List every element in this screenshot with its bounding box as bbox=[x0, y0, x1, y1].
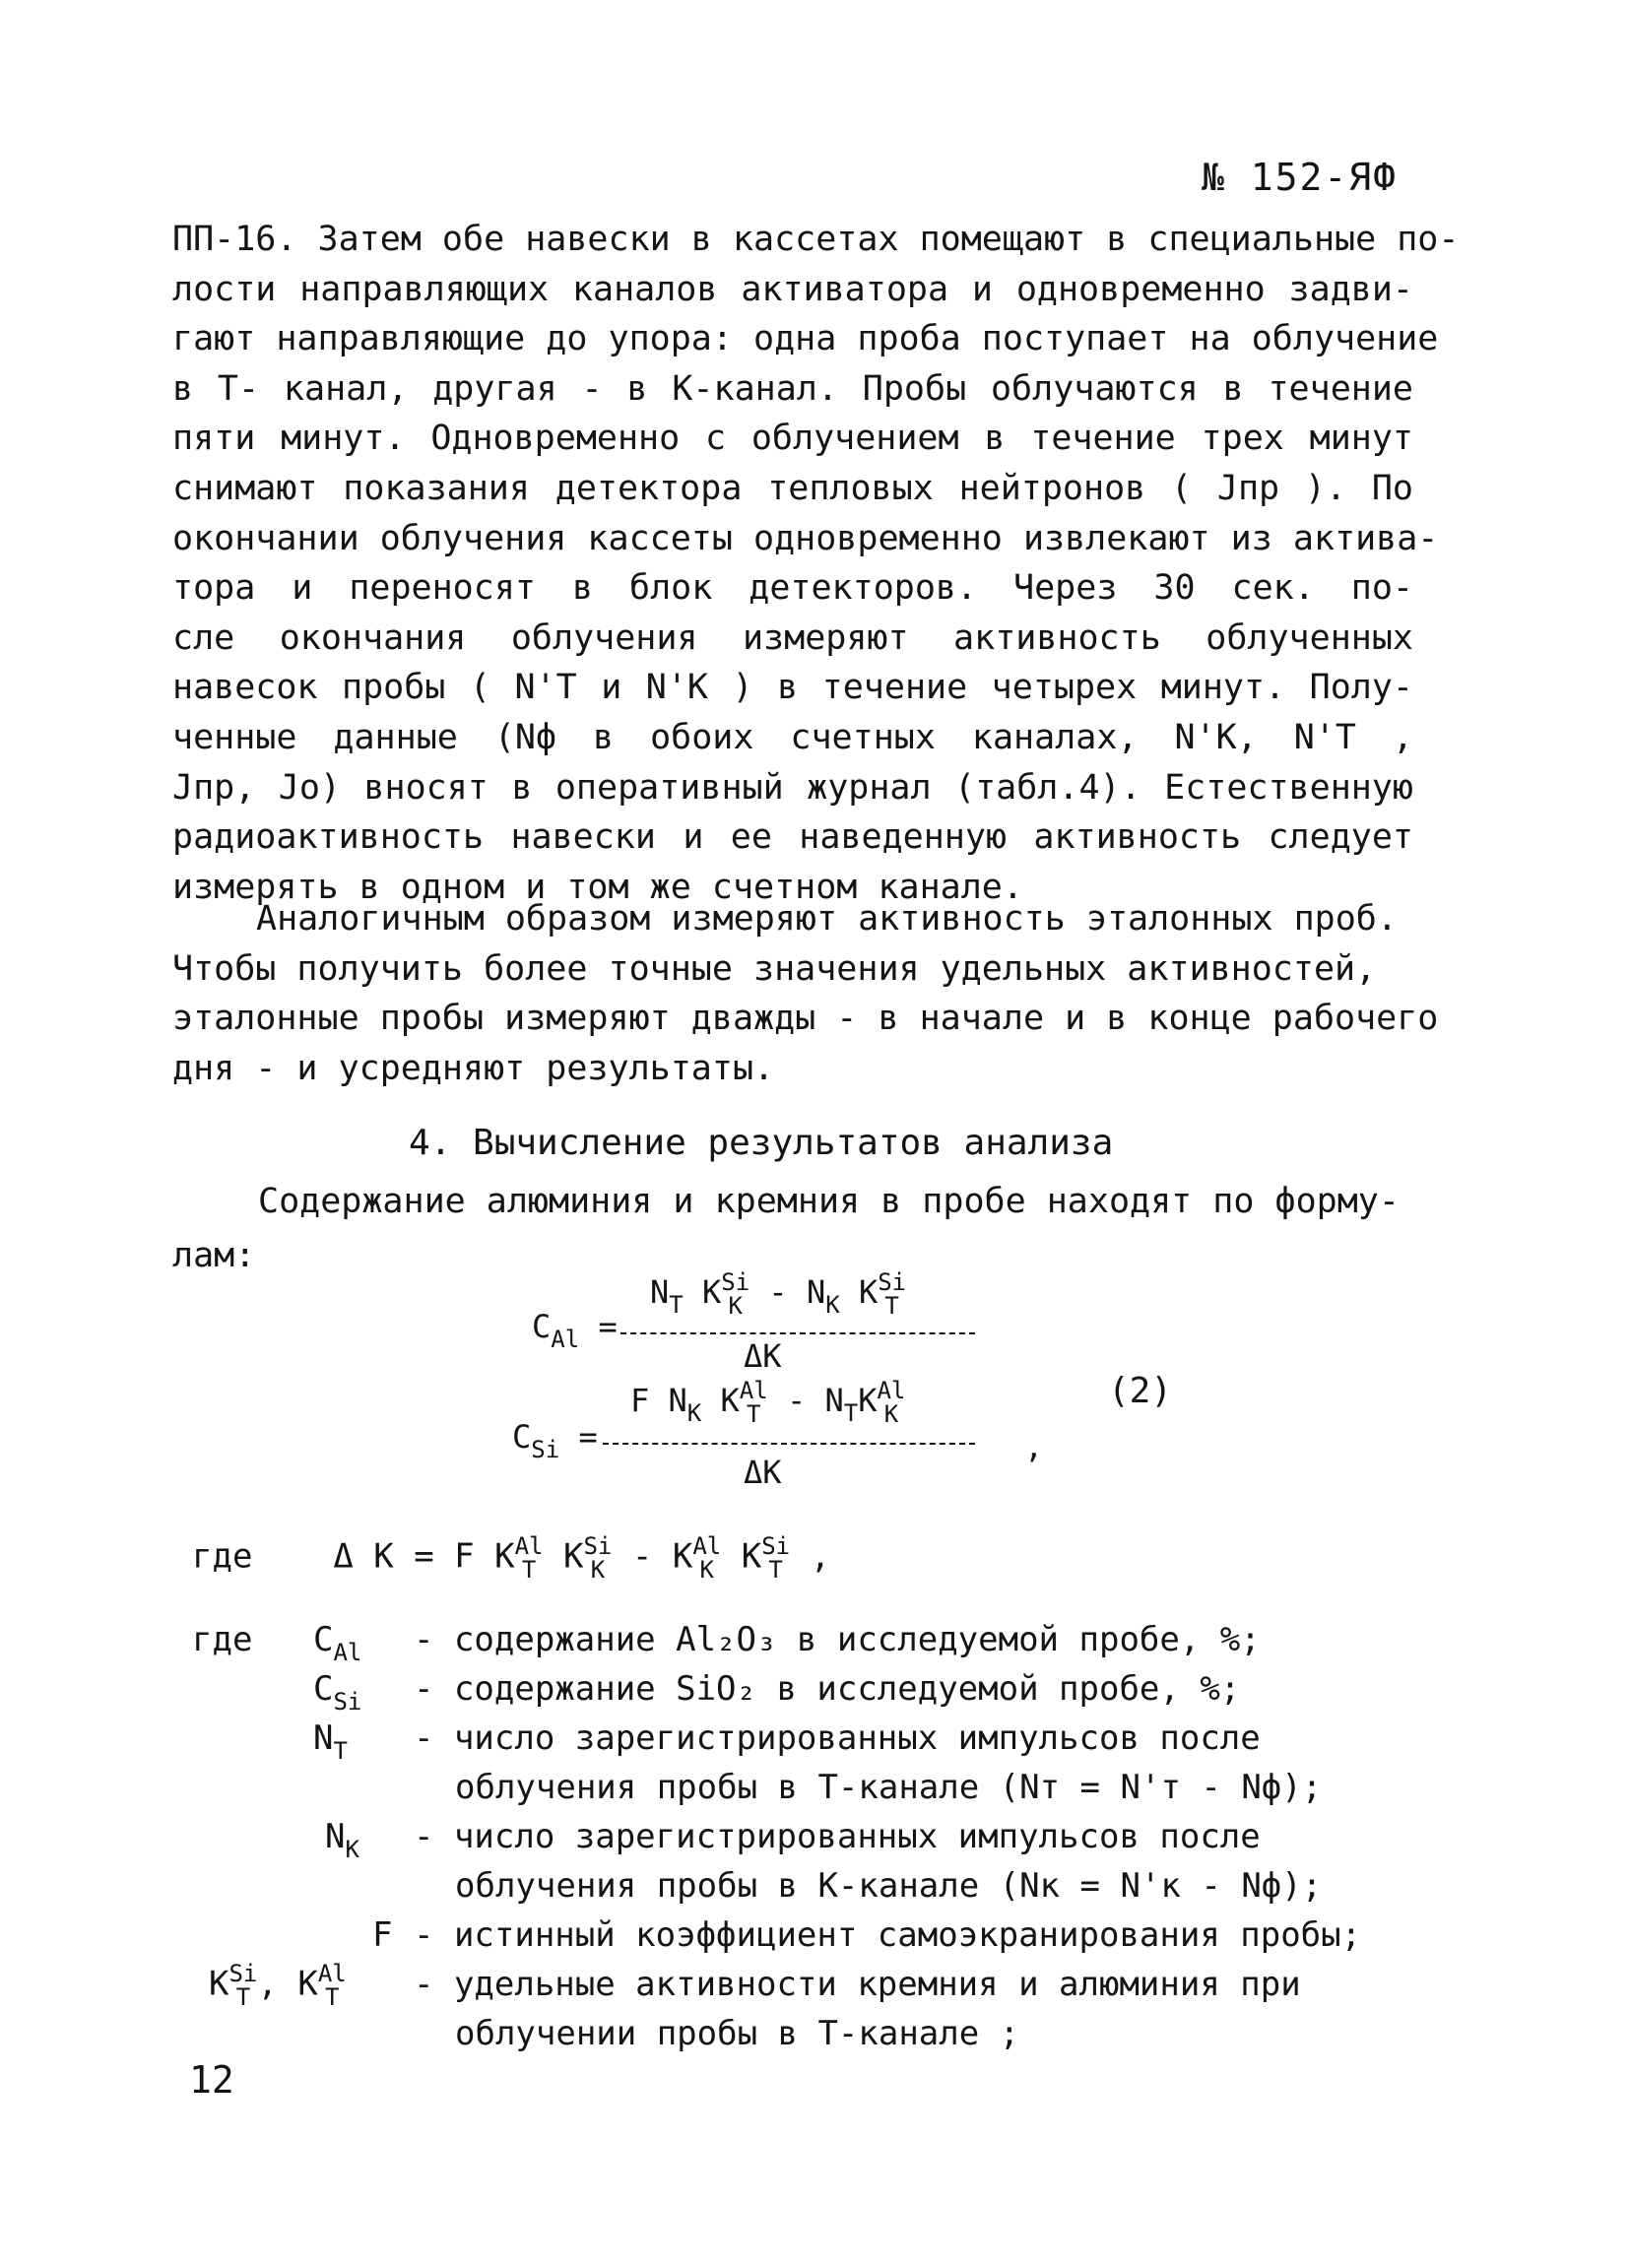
formula-csi-numerator: F $N_K$ K Al T - $N_TK$ Al K bbox=[630, 1377, 906, 1428]
text-line: снимают показания детектора тепловых нейтронов ( Jпр ). По bbox=[172, 468, 1413, 508]
def-symbol: K Si T , K Al T bbox=[209, 1960, 347, 2011]
paragraph-standards bbox=[172, 894, 1439, 1093]
text-line: сле окончания облучения измеряют активность облученных bbox=[172, 617, 1413, 658]
text-line: тора и переносят в блок детекторов. Через 30 сек. по- bbox=[172, 568, 1413, 609]
formula-number: (2) bbox=[1108, 1371, 1173, 1411]
formula-csi-lhs: $C_{Si}$ = bbox=[512, 1418, 598, 1463]
text-line: Jпр, Jо) вносят в оперативный журнал (табл.4). Естественную bbox=[172, 767, 1413, 808]
text-line: ченные данные (Nф в обоих счетных каналах, N'К, N'Т , bbox=[172, 717, 1413, 757]
def-text: - удельные активности кремния и алюминия при bbox=[414, 1965, 1301, 2004]
text-line: навесок пробы ( N'Т и N'К ) в течение четырех минут. Полу- bbox=[172, 668, 1413, 708]
fraction-line bbox=[603, 1443, 975, 1445]
formula-cal-numerator: $N_T$ K Si K - $N_K$ K Si T bbox=[650, 1268, 907, 1320]
text-line: гают направляющие до упора: одна проба поступает на облучение bbox=[172, 319, 1439, 359]
text-line: измерять в одном и том же счетном канале. bbox=[172, 867, 1023, 907]
def-symbol: $C_{Al}$ bbox=[313, 1620, 362, 1666]
def-text-continued: облучении пробы в Т-канале ; bbox=[455, 2014, 1020, 2053]
def-symbol: $N_T$ bbox=[313, 1718, 348, 1765]
section-heading: 4. Вычисление результатов анализа bbox=[409, 1123, 1114, 1163]
definitions-where: где bbox=[192, 1620, 253, 1659]
def-text-continued: облучения пробы в Т-канале (Nт = N'т - Nф); bbox=[455, 1768, 1323, 1807]
def-symbol: $C_{Si}$ bbox=[313, 1669, 362, 1716]
text-line: Аналогичным образом измеряют активность эталонных проб. bbox=[256, 899, 1398, 939]
def-text-continued: облучения пробы в К-канале (Nк = N'к - Nф); bbox=[455, 1866, 1323, 1906]
delta-k-definition: где Δ K = F K Al T K Si K - K Al K K Si T , bbox=[192, 1532, 831, 1584]
text-line: дня - и усредняют результаты. bbox=[172, 1048, 775, 1088]
text-line: окончании облучения кассеты одновременно извлекают из актива- bbox=[172, 518, 1439, 558]
text-line: радиоактивность навески и ее наведенную активность следует bbox=[172, 817, 1413, 858]
def-text: - число зарегистрированных импульсов после bbox=[414, 1718, 1261, 1758]
section-intro-line: Содержание алюминия и кремния в пробе находят по форму- bbox=[258, 1182, 1400, 1221]
formula-cal-lhs: $C_{Al}$ = bbox=[532, 1308, 618, 1353]
def-text: - число зарегистрированных импульсов после bbox=[414, 1817, 1261, 1856]
formula-csi-denominator: ΔK bbox=[744, 1454, 782, 1491]
def-text: - истинный коэффициент самоэкранирования пробы; bbox=[414, 1915, 1362, 1955]
text-line: Чтобы получить более точные значения удельных активностей, bbox=[172, 948, 1377, 989]
fraction-line bbox=[620, 1332, 975, 1334]
formula-cal-denominator: ΔK bbox=[744, 1337, 782, 1375]
def-symbol: F bbox=[372, 1915, 393, 1955]
def-symbol: $N_K$ bbox=[325, 1817, 359, 1863]
text-line: ПП-16. Затем обе навески в кассетах помещают в специальные по- bbox=[172, 220, 1460, 259]
paragraph-procedure bbox=[172, 215, 1460, 912]
formula-comma: , bbox=[1024, 1428, 1044, 1465]
text-line: в Т- канал, другая - в К-канал. Пробы облучаются в течение bbox=[172, 368, 1413, 409]
section-intro-line: лам: bbox=[172, 1236, 256, 1275]
def-text: - содержание Al₂O₃ в исследуемой пробе, %; bbox=[414, 1620, 1261, 1659]
def-text: - содержание SiO₂ в исследуемой пробе, %; bbox=[414, 1669, 1241, 1709]
text-line: лости направляющих каналов активатора и одновременно задви- bbox=[172, 269, 1413, 309]
text-line: пяти минут. Одновременно с облучением в течение трех минут bbox=[172, 419, 1413, 459]
text-line: эталонные пробы измеряют дважды - в начале и в конце рабочего bbox=[172, 999, 1439, 1039]
document-header-number: № 152-ЯФ bbox=[1202, 156, 1399, 199]
page-number: 12 bbox=[189, 2058, 234, 2102]
